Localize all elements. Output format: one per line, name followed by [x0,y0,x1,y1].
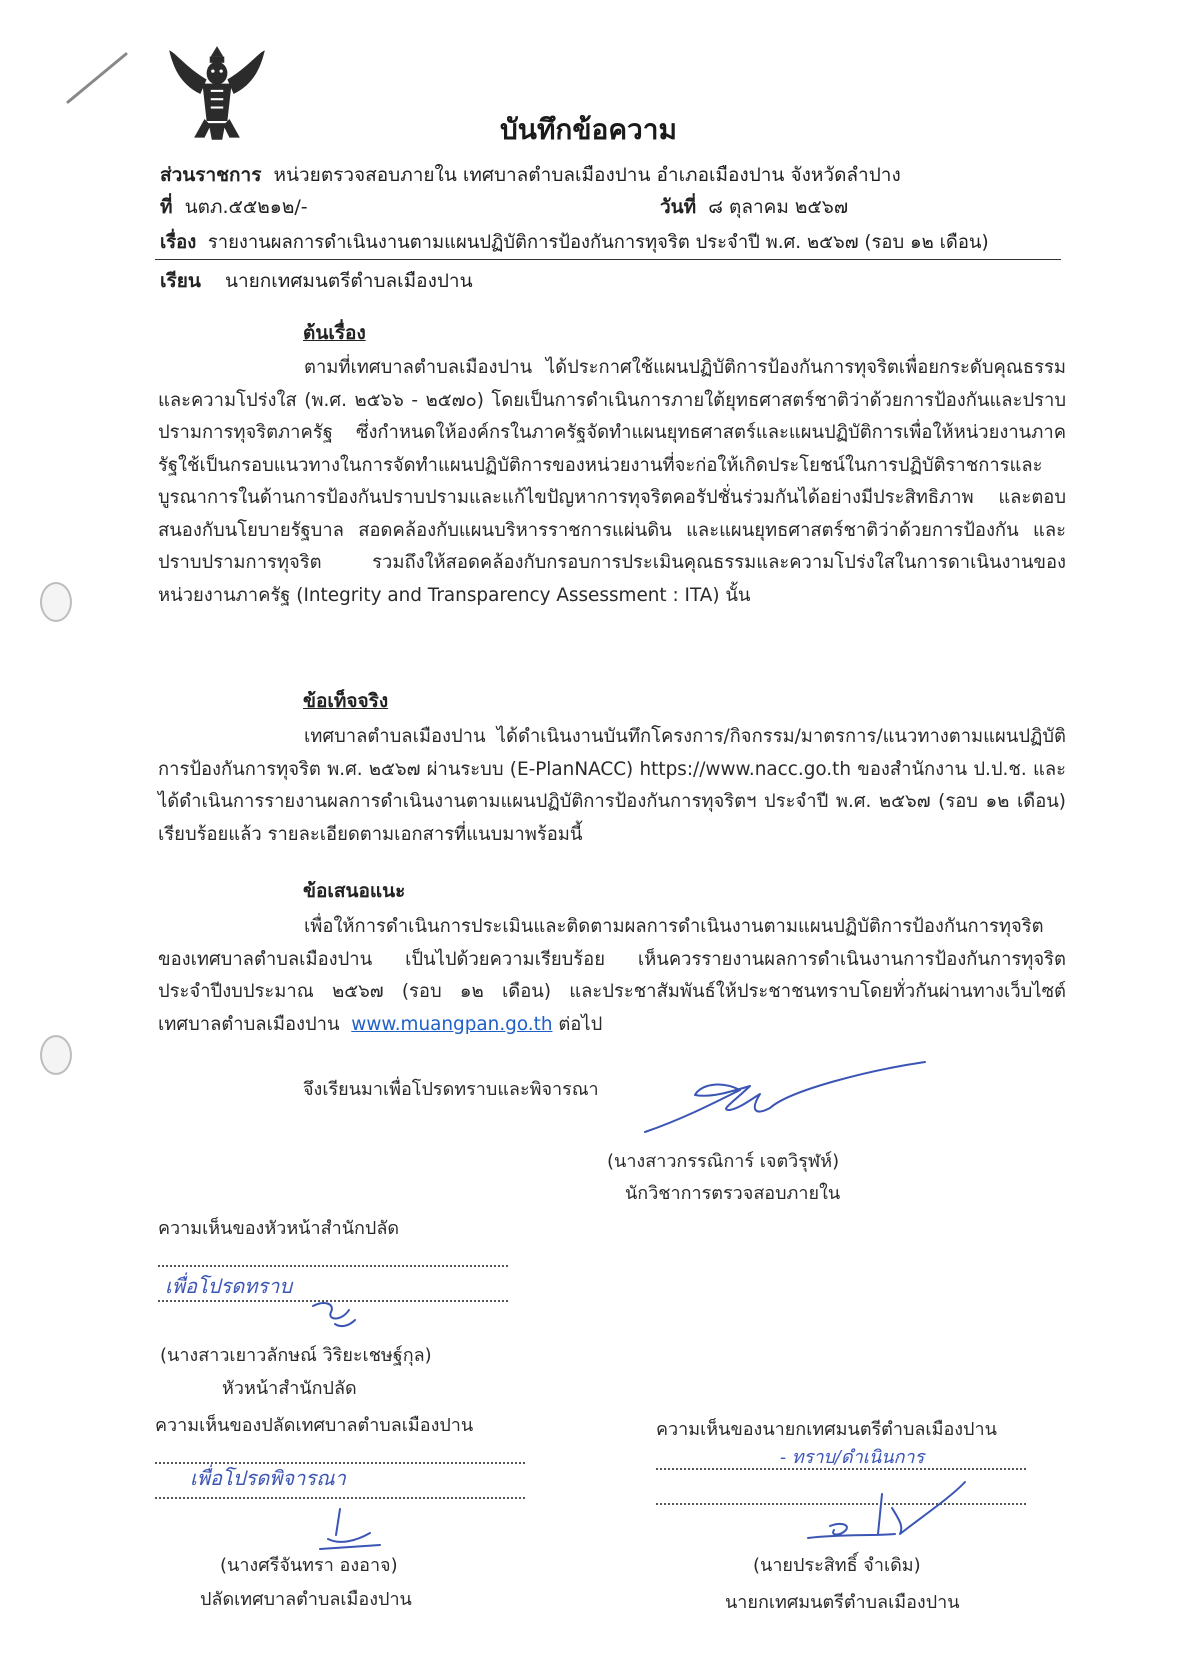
ref-label: ที่ [160,196,173,218]
agency-label: ส่วนราชการ [160,164,262,186]
background-paragraph: ตามที่เทศบาลตำบลเมืองปาน ได้ประกาศใช้แผนปฏิบัติการป้องกันการทุจริตเพื่อยกระดับคุณธรรมและความโปร่งใส (พ.ศ. ๒๕๖๖ - ๒๕๗๐) โดยเป็นการดำเนินการภายใต้ยุทธศาสตร์ชาติว่าด้วยการป้องกันและปราบปรามการทุจริตภาครัฐ ซึ่งกำหนดให้องค์กรในภาครัฐจัดทำแผนยุทธศาสตร์และแผนปฏิบัติการเพื่อให้หน่วยงานภาครัฐใช้เป็นกรอบแนวทางในการจัดทำแผนปฏิบัติการของหน่วยงานที่จะก่อให้เกิดประโยชน์ในการปฏิบัติราชการและบูรณาการในด้านการป้องกันปราบปรามและแก้ไขปัญหาการทุจริตคอรัปชั่นร่วมกันได้อย่างมีประสิทธิภาพ และตอบสนองกับนโยบายรัฐบาล สอดคล้องกับแผนบริหารราชการแผ่นดิน และแผนยุทธศาสตร์ชาติว่าด้วยการป้องกัน และปราบปรามการทุจริต รวมถึงให้สอดคล้องกับกรอบการประเมินคุณธรรมและความโปร่งใสในการดาเนินงานของหน่วยงานภาครัฐ (Integrity and Transparency Assessment : ITA) นั้น [158,357,1066,606]
memo-title: บันทึกข้อความ [500,113,677,146]
agency-line [160,160,901,190]
subject-value: รายงานผลการดำเนินงานตามแผนปฏิบัติการป้องกันการทุจริต ประจำปี พ.ศ. ๒๕๖๗ (รอบ ๑๒ เดือน) [207,232,989,253]
website-link[interactable]: www.muangpan.go.th [351,1013,553,1035]
mayor-handwriting: - ทราบ/ดำเนินการ [780,1447,925,1468]
office-head-name: (นางสาวเยาวลักษณ์ วิริยะเชษฐ์กุล) [160,1345,432,1366]
facts-heading: ข้อเท็จจริง [303,690,389,712]
recommendation-heading: ข้อเสนอแนะ [303,880,406,902]
signer-signature [640,1050,930,1140]
recommendation-suffix: ต่อไป [552,1013,603,1035]
reference-line [160,192,308,222]
addressee-label: เรียน [160,270,201,292]
office-head-dotted-line-1 [158,1265,508,1267]
date-label: วันที่ [660,196,697,218]
addressee-value: นายกเทศมนตรีตำบลเมืองปาน [225,270,473,292]
agency-value: หน่วยตรวจสอบภายใน เทศบาลตำบลเมืองปาน อำเภอเมืองปาน จังหวัดลำปาง [273,164,901,186]
closing-line: จึงเรียนมาเพื่อโปรดทราบและพิจารณา [303,1079,599,1100]
recommendation-text: เพื่อให้การดำเนินการประเมินและติดตามผลการดำเนินงานตามแผนปฏิบัติการป้องกันการทุจริต ของเทศบาลตำบลเมืองปาน เป็นไปด้วยความเรียบร้อย เห็นควรรายงานผลการดำเนินงานการป้องกันการทุจริต ประจำปีงบประมาณ ๒๕๖๗ (รอบ ๑๒ เดือน) และประชาสัมพันธ์ให้ประชาชนทราบโดยทั่วกันผ่านทางเว็บไซต์ เทศบาลตำบลเมืองปาน [158,916,1066,1035]
date-line [660,192,848,222]
mayor-dotted-line-1 [656,1468,1026,1470]
signer-name: (นางสาวกรรณิการ์ เจตวิรุฬห์) [607,1151,840,1172]
facts-paragraph: เทศบาลตำบลเมืองปาน ได้ดำเนินงานบันทึกโครงการ/กิจกรรม/มาตรการ/แนวทางตามแผนปฏิบัติการป้องกันการทุจริต พ.ศ. ๒๕๖๗ ผ่านระบบ (E-PlanNACC) https://www.nacc.go.th ของสำนักงาน ป.ป.ช. และได้ดำเนินการรายงานผลการดำเนินงานตามแผนปฏิบัติการป้องกันการทุจริตฯ ประจำปี พ.ศ. ๒๕๖๗ (รอบ ๑๒ เดือน) เรียบร้อยแล้ว รายละเอียดตามเอกสารที่แนบมาพร้อมนี้ [158,726,1066,845]
deputy-opinion-label: ความเห็นของปลัดเทศบาลตำบลเมืองปาน [155,1415,474,1436]
header-divider [155,259,1061,260]
office-head-opinion-label: ความเห็นของหัวหน้าสำนักปลัด [158,1218,400,1239]
background-heading: ต้นเรื่อง [303,322,366,344]
subject-line [160,228,989,257]
ref-value: นตภ.๕๕๒๑๒/- [184,196,308,218]
deputy-signature [310,1505,390,1553]
mayor-signature [800,1478,970,1548]
deputy-position: ปลัดเทศบาลตำบลเมืองปาน [200,1589,412,1610]
date-value: ๘ ตุลาคม ๒๕๖๗ [708,196,849,218]
punch-hole-bottom [40,1035,72,1075]
punch-hole-top [40,582,72,622]
deputy-handwriting: เพื่อโปรดพิจารณา [190,1466,346,1490]
office-head-signature [305,1296,365,1332]
recommendation-paragraph [158,911,1066,1041]
mayor-position: นายกเทศมนตรีตำบลเมืองปาน [725,1592,960,1613]
office-head-handwriting: เพื่อโปรดทราบ [165,1274,293,1298]
office-head-position: หัวหน้าสำนักปลัด [222,1378,357,1399]
deputy-dotted-line-2 [155,1497,525,1499]
subject-label: เรื่อง [160,232,197,253]
signer-position: นักวิชาการตรวจสอบภายใน [625,1183,841,1204]
addressee-line [160,266,473,296]
mayor-name: (นายประสิทธิ์ จำเดิม) [753,1555,921,1576]
pen-stroke-mark [62,48,132,108]
deputy-name: (นางศรีจันทรา องอาจ) [220,1555,398,1576]
mayor-opinion-label: ความเห็นของนายกเทศมนตรีตำบลเมืองปาน [656,1419,997,1440]
